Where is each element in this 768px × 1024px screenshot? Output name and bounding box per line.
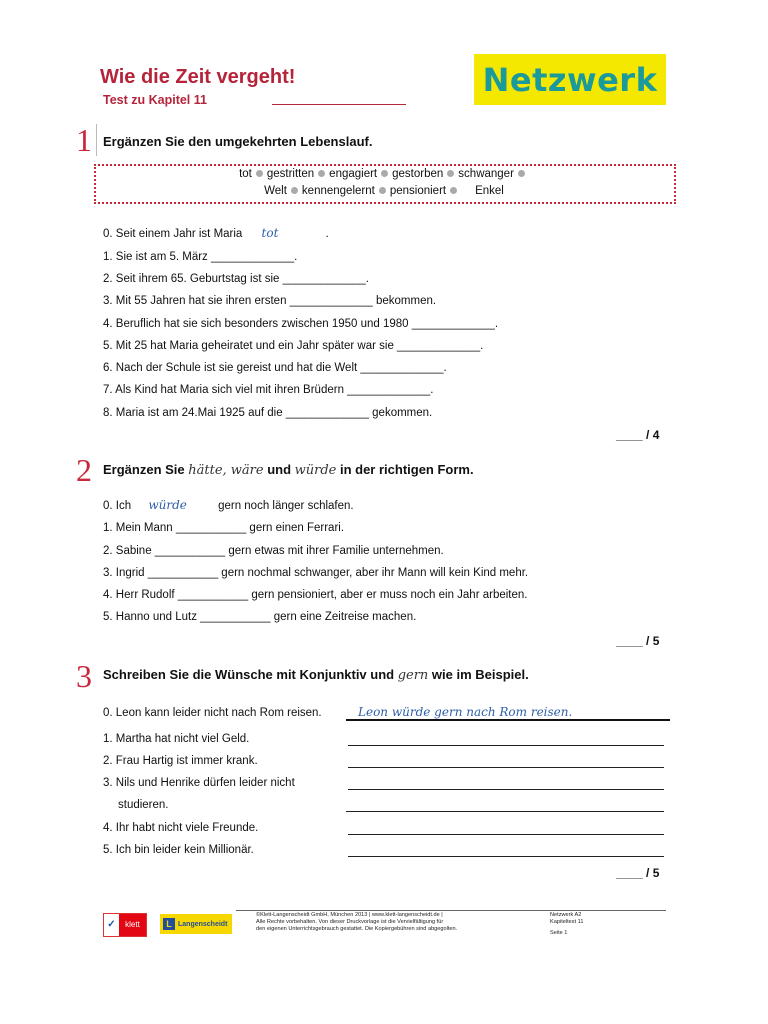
word-item: tot bbox=[239, 168, 252, 180]
section-3-item: 3. Nils und Henrike dürfen leider nicht bbox=[103, 777, 295, 789]
copyright-line: ©Klett-Langenscheidt GmbH, München 2013 | www.klett-langenscheidt.de | bbox=[256, 912, 443, 918]
section-1-item[interactable]: 4. Beruflich hat sie sich besonders zwischen 1950 und 1980 _____________. bbox=[103, 318, 499, 330]
section-2-item[interactable]: 5. Hanno und Lutz ___________ gern eine Zeitreise machen. bbox=[103, 611, 417, 623]
section-3-number: 3 bbox=[76, 658, 92, 694]
section-1-heading: Ergänzen Sie den umgekehrten Lebenslauf. bbox=[103, 134, 373, 149]
word-row-1 bbox=[94, 168, 674, 180]
word-item: engagiert bbox=[329, 168, 378, 180]
section-2-example bbox=[103, 498, 354, 512]
copyright-notice bbox=[256, 912, 457, 933]
bullet-dot-icon bbox=[447, 170, 454, 177]
section-1-item[interactable]: 3. Mit 55 Jahren hat sie ihren ersten _____________ bekommen. bbox=[103, 295, 437, 307]
section-1-score: ____ / 4 bbox=[616, 428, 660, 442]
page-subtitle: Test zu Kapitel 11 bbox=[103, 93, 207, 107]
section-3-item: 1. Martha hat nicht viel Geld. bbox=[103, 733, 250, 745]
heading-text: und bbox=[263, 462, 295, 477]
heading-text: Schreiben Sie die Wünsche mit Konjunktiv und bbox=[103, 667, 398, 682]
example-text: 0. Seit einem Jahr ist Maria bbox=[103, 228, 243, 240]
word-item: gestorben bbox=[392, 168, 444, 180]
bullet-dot-icon bbox=[518, 170, 525, 177]
section-1-example bbox=[103, 226, 329, 240]
section-1-item[interactable]: 5. Mit 25 hat Maria geheiratet und ein Jahr später war sie _____________. bbox=[103, 340, 484, 352]
bullet-dot-icon bbox=[381, 170, 388, 177]
copyright-line: den eigenen Unterrichtsgebrauch gestattet. Die Kopiergebühren sind abgegolten. bbox=[256, 926, 458, 932]
section-1-number: 1 bbox=[76, 122, 92, 158]
section-3-score: ____ / 5 bbox=[616, 866, 660, 880]
example-answer: würde bbox=[148, 498, 187, 512]
section-3-item: studieren. bbox=[118, 799, 169, 811]
section-3-item: 4. Ihr habt nicht viele Freunde. bbox=[103, 822, 259, 834]
section-3-item: 2. Frau Hartig ist immer krank. bbox=[103, 755, 258, 767]
book-info bbox=[550, 912, 583, 937]
word-item: kennengelernt bbox=[301, 185, 375, 197]
heading-word: würde bbox=[294, 463, 337, 478]
section-2-item[interactable]: 2. Sabine ___________ gern etwas mit ihrer Familie unternehmen. bbox=[103, 545, 444, 557]
section-2-item[interactable]: 1. Mein Mann ___________ gern einen Ferrari. bbox=[103, 522, 345, 534]
answer-line[interactable] bbox=[348, 834, 664, 835]
page-title: Wie die Zeit vergeht! bbox=[100, 66, 296, 88]
klett-logo-text: klett bbox=[119, 914, 146, 936]
section-1-item[interactable]: 8. Maria ist am 24.Mai 1925 auf die _____________ gekommen. bbox=[103, 407, 433, 419]
bullet-dot-icon bbox=[379, 187, 386, 194]
example-period: . bbox=[325, 228, 329, 240]
langenscheidt-mark-icon: L bbox=[163, 918, 175, 930]
logo-text: Netzwerk bbox=[482, 60, 658, 99]
section-3-heading bbox=[103, 667, 529, 683]
section-3-example-answer: Leon würde gern nach Rom reisen. bbox=[358, 705, 573, 719]
heading-text: in der richtigen Form. bbox=[336, 462, 474, 477]
name-blank-line bbox=[272, 104, 406, 105]
section-3-item: 5. Ich bin leider kein Millionär. bbox=[103, 844, 254, 856]
example-text: gern noch länger schlafen. bbox=[218, 500, 354, 512]
section-2-heading bbox=[103, 462, 474, 478]
heading-word: hätte, wäre bbox=[188, 463, 264, 478]
answer-line bbox=[346, 719, 670, 721]
answer-line[interactable] bbox=[346, 811, 664, 812]
word-item: schwanger bbox=[458, 168, 514, 180]
section-1-item[interactable]: 1. Sie ist am 5. März _____________. bbox=[103, 251, 298, 263]
section-1-item[interactable]: 2. Seit ihrem 65. Geburtstag ist sie _____________. bbox=[103, 273, 369, 285]
netzwerk-logo bbox=[474, 54, 666, 105]
langenscheidt-logo bbox=[160, 914, 232, 934]
example-text: 0. Ich bbox=[103, 500, 132, 512]
klett-logo bbox=[103, 913, 147, 937]
section-2-item[interactable]: 3. Ingrid ___________ gern nochmal schwanger, aber ihr Mann will kein Kind mehr. bbox=[103, 567, 529, 579]
section-1-item[interactable]: 6. Nach der Schule ist sie gereist und hat die Welt _____________. bbox=[103, 362, 447, 374]
bullet-dot-icon bbox=[291, 187, 298, 194]
section-2-number: 2 bbox=[76, 452, 92, 488]
answer-line[interactable] bbox=[348, 767, 664, 768]
heading-text: Ergänzen Sie bbox=[103, 462, 189, 477]
word-item: gestritten bbox=[266, 168, 315, 180]
word-row-2 bbox=[94, 185, 674, 197]
bullet-dot-icon bbox=[256, 170, 263, 177]
word-item: Welt bbox=[264, 185, 287, 197]
section-2-score: ____ / 5 bbox=[616, 634, 660, 648]
book-info-line: Kapiteltest 11 bbox=[550, 919, 584, 925]
bullet-dot-icon bbox=[318, 170, 325, 177]
answer-line[interactable] bbox=[348, 745, 664, 746]
heading-word: gern bbox=[397, 668, 429, 683]
answer-line[interactable] bbox=[348, 856, 664, 857]
word-item: pensioniert bbox=[389, 185, 447, 197]
bullet-dot-icon bbox=[450, 187, 457, 194]
langenscheidt-logo-text: Langenscheidt bbox=[178, 920, 228, 928]
section-3-example: 0. Leon kann leider nicht nach Rom reisen. bbox=[103, 707, 322, 719]
page-number: Seite 1 bbox=[550, 930, 568, 936]
word-item: Enkel bbox=[475, 185, 504, 197]
heading-text: wie im Beispiel. bbox=[428, 667, 529, 682]
book-info-line: Netzwerk A2 bbox=[550, 912, 582, 918]
klett-mark-icon: ✓ bbox=[104, 914, 119, 936]
copyright-line: Alle Rechte vorbehalten. Von dieser Druckvorlage ist die Vervielfältigung für bbox=[256, 919, 444, 925]
answer-line[interactable] bbox=[348, 789, 664, 790]
footer-rule bbox=[236, 910, 666, 911]
section-2-item[interactable]: 4. Herr Rudolf ___________ gern pensioniert, aber er muss noch ein Jahr arbeiten. bbox=[103, 589, 528, 601]
section-1-item[interactable]: 7. Als Kind hat Maria sich viel mit ihren Brüdern _____________. bbox=[103, 384, 434, 396]
section-1-rule bbox=[96, 124, 97, 156]
example-answer: tot bbox=[261, 226, 279, 240]
